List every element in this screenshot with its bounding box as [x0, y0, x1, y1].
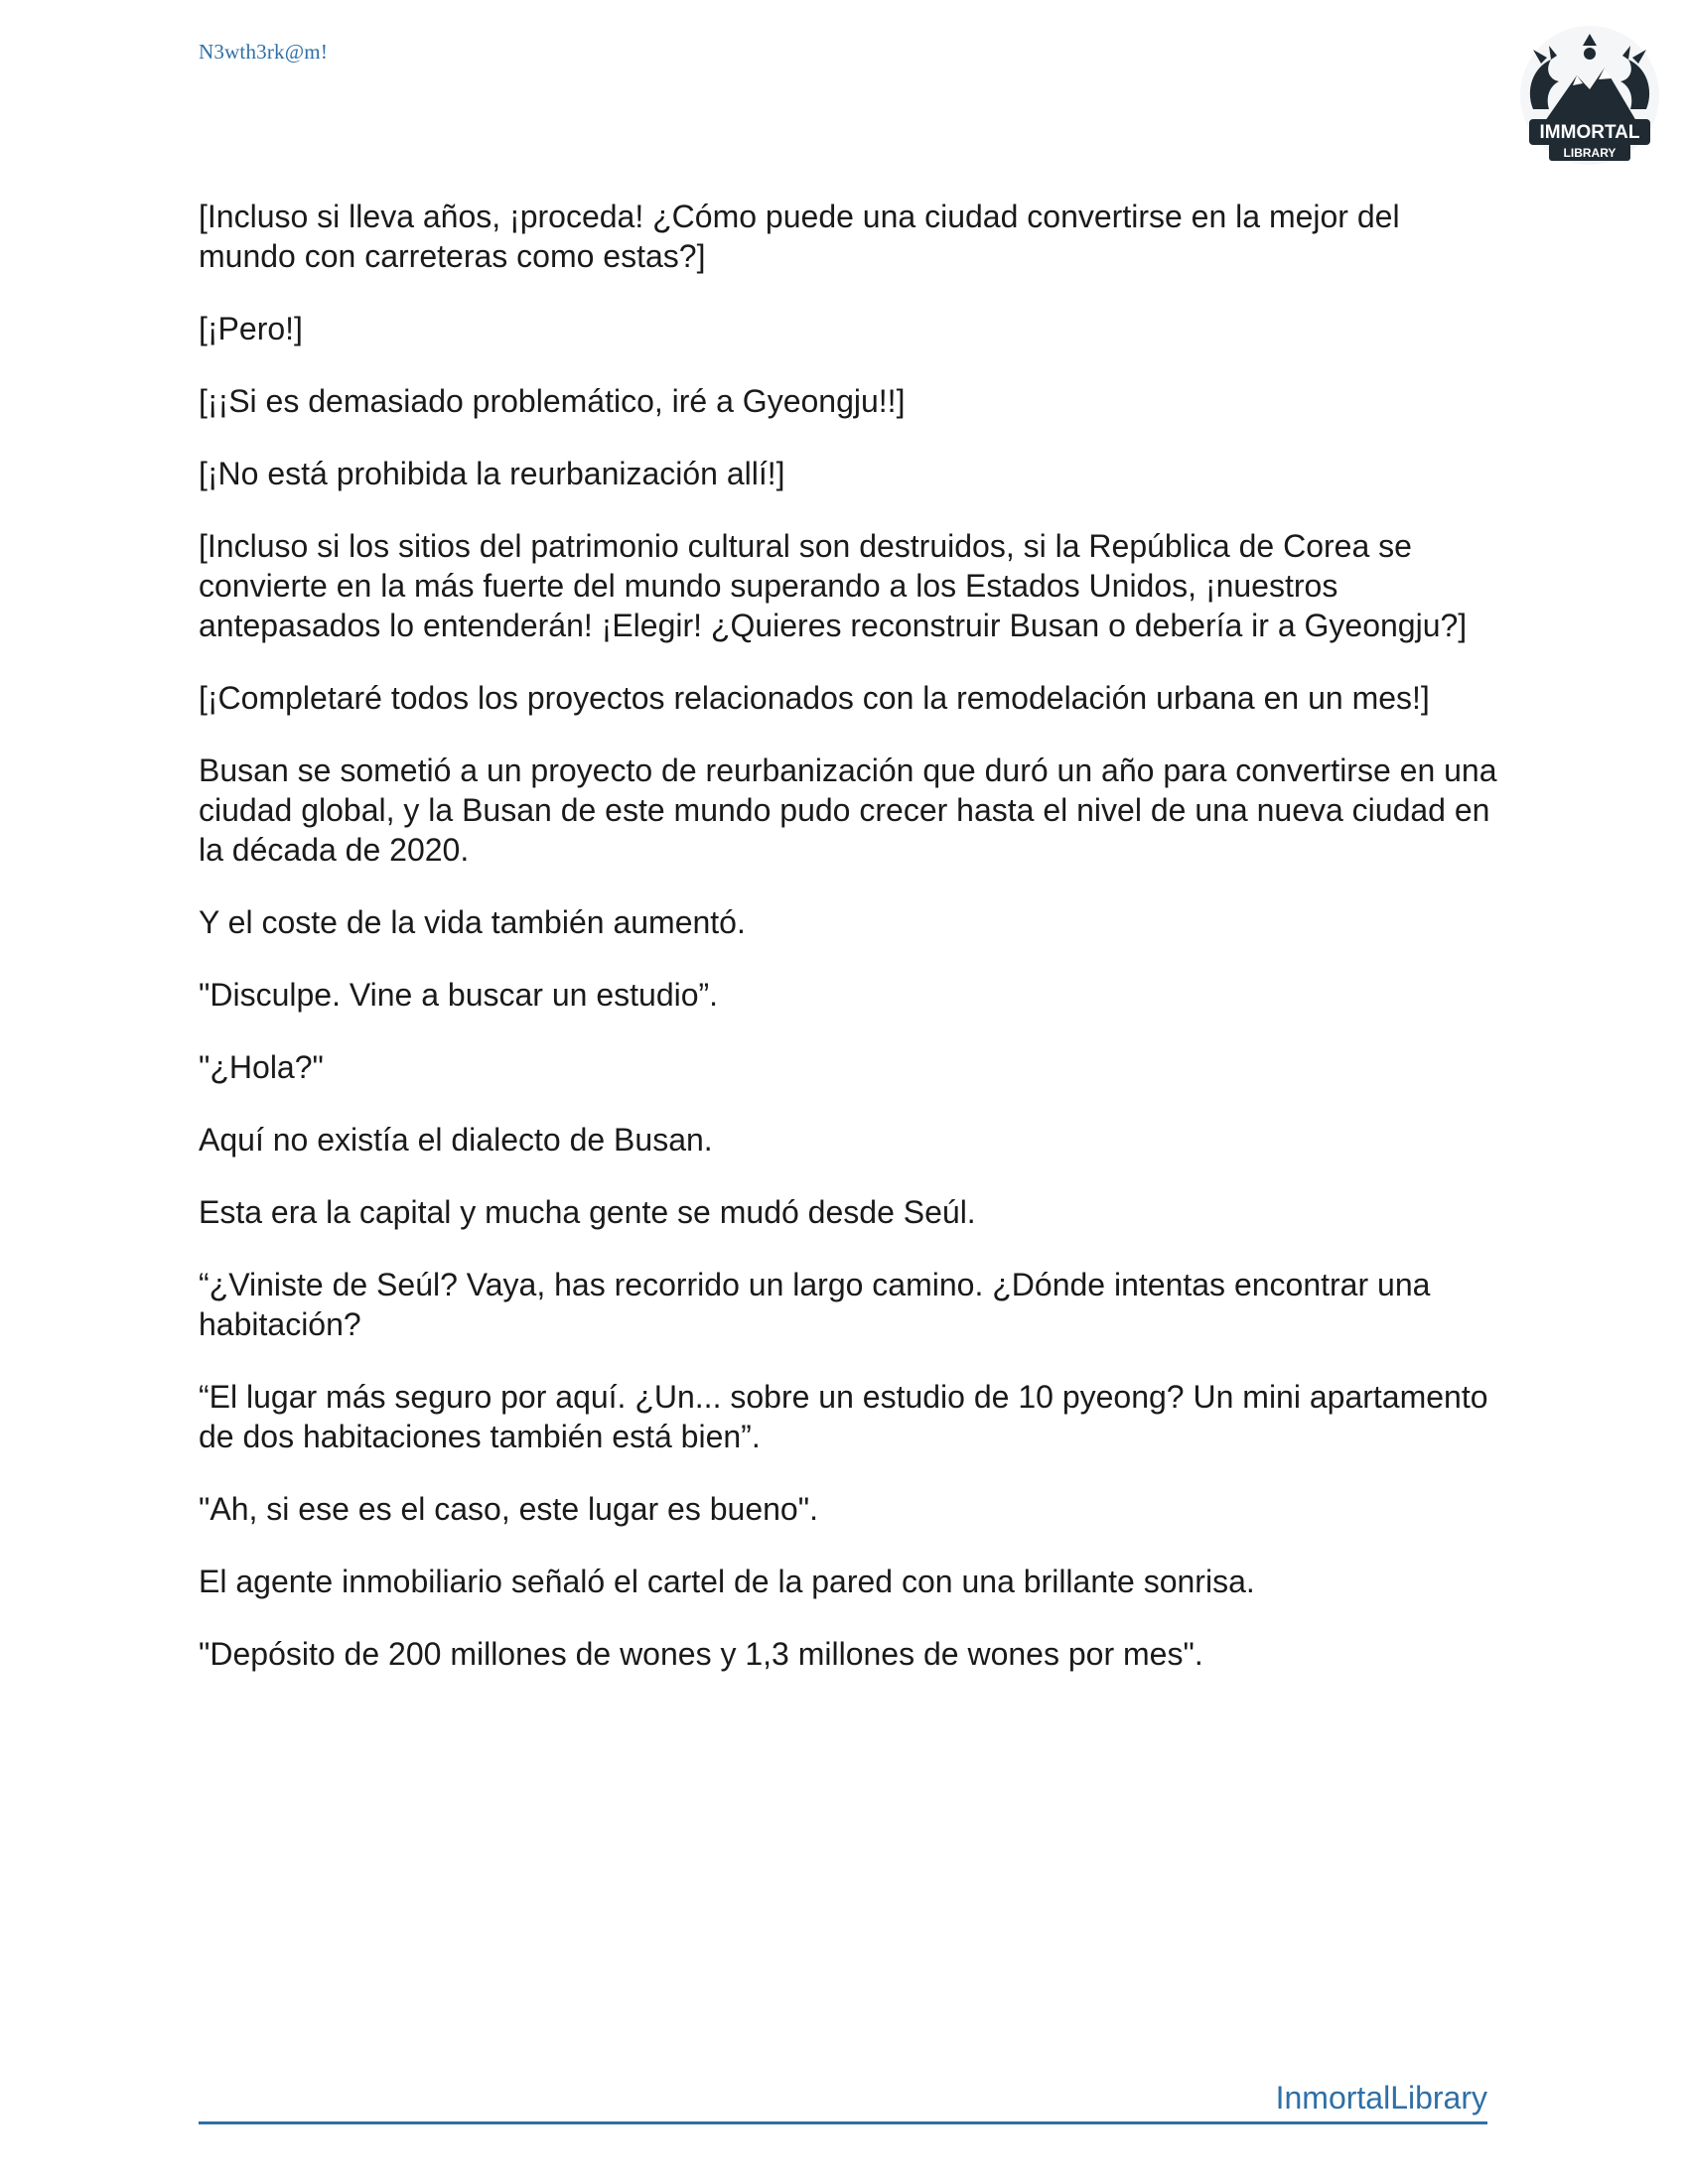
- document-body: [199, 197, 1499, 1706]
- paragraph: “El lugar más seguro por aquí. ¿Un... sobre un estudio de 10 pyeong? Un mini apartamento de dos habitaciones también está bien”.: [199, 1379, 1488, 1454]
- paragraph: [¡Pero!]: [199, 311, 303, 346]
- paragraph: Esta era la capital y mucha gente se mudó desde Seúl.: [199, 1194, 976, 1230]
- footer-rule: [199, 2078, 1487, 2124]
- logo-text-line2: LIBRARY: [1563, 146, 1617, 160]
- footer-library-link[interactable]: InmortalLibrary: [1275, 2080, 1487, 2116]
- immortal-library-logo: [1515, 24, 1664, 173]
- paragraph: "¿Hola?": [199, 1049, 324, 1085]
- header-note: N3wth3rk@m!: [199, 40, 329, 64]
- paragraph: "Ah, si ese es el caso, este lugar es bueno".: [199, 1491, 818, 1527]
- paragraph: [¡No está prohibida la reurbanización allí!]: [199, 456, 785, 491]
- dragon-mountain-emblem-icon: [1515, 24, 1664, 173]
- paragraph: [¡¡Si es demasiado problemático, iré a Gyeongju!!]: [199, 383, 906, 419]
- paragraph: Busan se sometió a un proyecto de reurbanización que duró un año para convertirse en una ciudad global, y la Busan de este mundo pudo crecer hasta el nivel de una nueva ciudad en la década de 2020.: [199, 752, 1497, 868]
- paragraph: [Incluso si lleva años, ¡proceda! ¿Cómo puede una ciudad convertirse en la mejor del mundo con carreteras como estas?]: [199, 199, 1400, 274]
- paragraph: [Incluso si los sitios del patrimonio cultural son destruidos, si la República de Corea se convierte en la más fuerte del mundo superando a los Estados Unidos, ¡nuestros antepasados lo entenderán! ¡Elegir! ¿Quieres reconstruir Busan o debería ir a Gyeongju?]: [199, 528, 1468, 643]
- paragraph: “¿Viniste de Seúl? Vaya, has recorrido un largo camino. ¿Dónde intentas encontrar una habitación?: [199, 1267, 1431, 1342]
- paragraph: [¡Completaré todos los proyectos relacionados con la remodelación urbana en un mes!]: [199, 680, 1430, 716]
- paragraph: Y el coste de la vida también aumentó.: [199, 904, 746, 940]
- paragraph: Aquí no existía el dialecto de Busan.: [199, 1122, 713, 1158]
- paragraph: El agente inmobiliario señaló el cartel de la pared con una brillante sonrisa.: [199, 1564, 1255, 1599]
- logo-text-line1: IMMORTAL: [1539, 122, 1640, 143]
- paragraph: "Depósito de 200 millones de wones y 1,3 millones de wones por mes".: [199, 1636, 1203, 1672]
- paragraph: "Disculpe. Vine a buscar un estudio”.: [199, 977, 719, 1013]
